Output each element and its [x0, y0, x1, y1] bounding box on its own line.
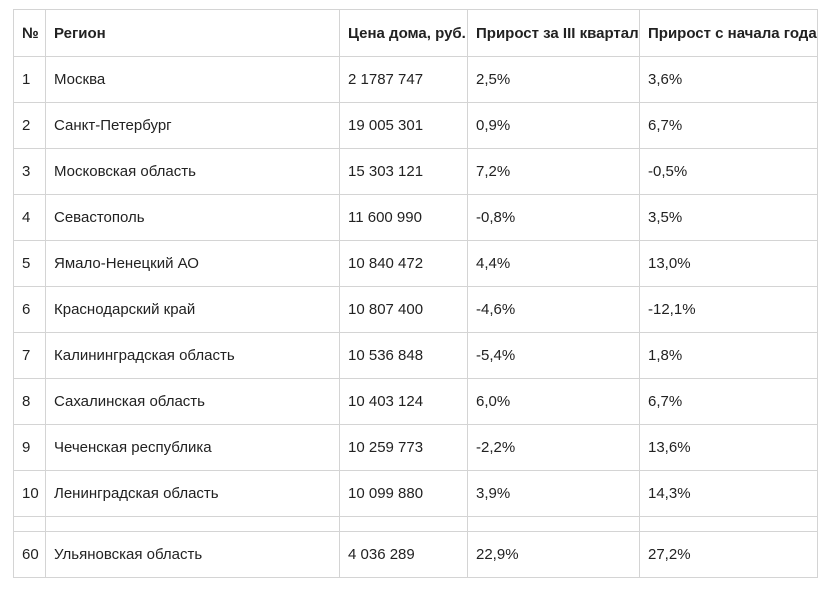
cell-number: 1 — [14, 57, 46, 103]
cell-number: 9 — [14, 425, 46, 471]
cell-ytd-growth: 13,6% — [640, 425, 818, 471]
cell-empty — [640, 517, 818, 532]
table-row — [14, 149, 818, 195]
table-row — [14, 103, 818, 149]
cell-empty — [468, 517, 640, 532]
cell-region: Ульяновская область — [46, 532, 340, 578]
table-row — [14, 57, 818, 103]
cell-price: 11 600 990 — [340, 195, 468, 241]
cell-empty — [340, 517, 468, 532]
table-row — [14, 379, 818, 425]
cell-ytd-growth: -12,1% — [640, 287, 818, 333]
cell-ytd-growth: 27,2% — [640, 532, 818, 578]
table-header-row — [14, 10, 818, 57]
table-row — [14, 425, 818, 471]
cell-region: Ямало-Ненецкий АО — [46, 241, 340, 287]
cell-region: Сахалинская область — [46, 379, 340, 425]
cell-region: Севастополь — [46, 195, 340, 241]
table-row — [14, 241, 818, 287]
cell-q3-growth: 0,9% — [468, 103, 640, 149]
cell-ytd-growth: 6,7% — [640, 103, 818, 149]
cell-region: Московская область — [46, 149, 340, 195]
header-ytd-growth: Прирост с начала года — [640, 10, 818, 57]
table-row — [14, 195, 818, 241]
cell-ytd-growth: 14,3% — [640, 471, 818, 517]
header-region: Регион — [46, 10, 340, 57]
cell-q3-growth: -4,6% — [468, 287, 640, 333]
cell-q3-growth: 3,9% — [468, 471, 640, 517]
cell-q3-growth: -2,2% — [468, 425, 640, 471]
table-row — [14, 287, 818, 333]
cell-q3-growth: 4,4% — [468, 241, 640, 287]
cell-q3-growth: 2,5% — [468, 57, 640, 103]
cell-number: 10 — [14, 471, 46, 517]
cell-ytd-growth: 13,0% — [640, 241, 818, 287]
cell-region: Ленинградская область — [46, 471, 340, 517]
region-price-table — [13, 9, 818, 578]
cell-region: Чеченская республика — [46, 425, 340, 471]
cell-ytd-growth: 6,7% — [640, 379, 818, 425]
cell-ytd-growth: 1,8% — [640, 333, 818, 379]
cell-number: 6 — [14, 287, 46, 333]
cell-price: 10 807 400 — [340, 287, 468, 333]
header-price: Цена дома, руб. — [340, 10, 468, 57]
cell-price: 10 099 880 — [340, 471, 468, 517]
cell-q3-growth: 22,9% — [468, 532, 640, 578]
table-row — [14, 471, 818, 517]
cell-region: Калининградская область — [46, 333, 340, 379]
cell-price: 10 403 124 — [340, 379, 468, 425]
header-number: № — [14, 10, 46, 57]
cell-region: Краснодарский край — [46, 287, 340, 333]
cell-number: 2 — [14, 103, 46, 149]
cell-price: 15 303 121 — [340, 149, 468, 195]
cell-price: 10 536 848 — [340, 333, 468, 379]
table-row — [14, 333, 818, 379]
cell-ytd-growth: -0,5% — [640, 149, 818, 195]
cell-empty — [14, 517, 46, 532]
table-row-empty — [14, 517, 818, 532]
cell-number: 7 — [14, 333, 46, 379]
cell-number: 8 — [14, 379, 46, 425]
cell-q3-growth: 7,2% — [468, 149, 640, 195]
cell-number: 4 — [14, 195, 46, 241]
table-row — [14, 532, 818, 578]
cell-price: 4 036 289 — [340, 532, 468, 578]
cell-price: 10 840 472 — [340, 241, 468, 287]
cell-price: 10 259 773 — [340, 425, 468, 471]
cell-q3-growth: 6,0% — [468, 379, 640, 425]
cell-number: 5 — [14, 241, 46, 287]
cell-number: 3 — [14, 149, 46, 195]
cell-ytd-growth: 3,6% — [640, 57, 818, 103]
cell-region: Санкт-Петербург — [46, 103, 340, 149]
cell-price: 19 005 301 — [340, 103, 468, 149]
cell-price: 2 1787 747 — [340, 57, 468, 103]
cell-empty — [46, 517, 340, 532]
cell-q3-growth: -5,4% — [468, 333, 640, 379]
header-q3-growth: Прирост за III квартал — [468, 10, 640, 57]
cell-number: 60 — [14, 532, 46, 578]
cell-ytd-growth: 3,5% — [640, 195, 818, 241]
cell-region: Москва — [46, 57, 340, 103]
cell-q3-growth: -0,8% — [468, 195, 640, 241]
